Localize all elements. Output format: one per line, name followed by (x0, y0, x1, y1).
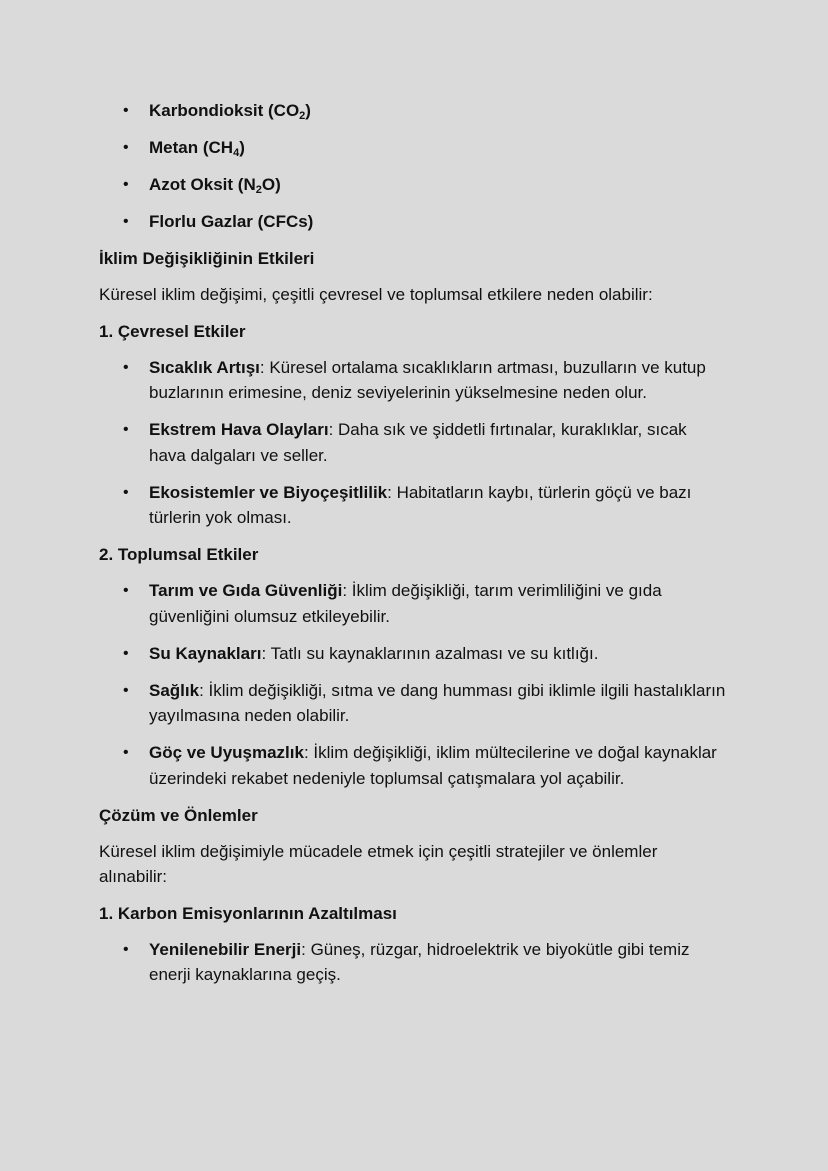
list-item: • Sıcaklık Artışı: Küresel ortalama sıcaklıkların artması, buzulların ve kutup buzlarının erimesine, deniz seviyelerinin yükselmesine neden olur. (149, 355, 728, 406)
social-effects-list (99, 578, 728, 791)
list-item: • Karbondioksit $(CO_2)$ (149, 98, 728, 124)
effects-intro: Küresel iklim değişimi, çeşitli çevresel ve toplumsal etkilere neden olabilir: (99, 285, 653, 304)
list-item: • Tarım ve Gıda Güvenliği: İklim değişikliği, tarım verimliliğini ve gıda güvenliğini olumsuz etkileyebilir. (149, 578, 728, 629)
list-item: • Ekstrem Hava Olayları: Daha sık ve şiddetli fırtınalar, kuraklıklar, sıcak hava dalgaları ve seller. (149, 417, 728, 468)
list-item: • Ekosistemler ve Biyoçeşitlilik: Habitatların kaybı, türlerin göçü ve bazı türlerin yok olması. (149, 480, 728, 531)
list-item: • Göç ve Uyuşmazlık: İklim değişikliği, iklim mültecilerine ve doğal kaynaklar üzerindeki rekabet nedeniyle toplumsal çatışmalara yol açabilir. (149, 740, 728, 791)
list-item: • Yenilenebilir Enerji: Güneş, rüzgar, hidroelektrik ve biyokütle gibi temiz enerji kaynaklarına geçiş. (149, 937, 728, 988)
environmental-heading: 1. Çevresel Etkiler (99, 321, 246, 341)
list-item: • Florlu Gazlar (CFCs) (149, 209, 728, 235)
carbon-reduction-list (99, 937, 728, 988)
list-item: • Sağlık: İklim değişikliği, sıtma ve dang humması gibi iklimle ilgili hastalıkların yayılmasına neden olabilir. (149, 678, 728, 729)
environmental-effects-list (99, 355, 728, 531)
social-heading: 2. Toplumsal Etkiler (99, 545, 259, 564)
greenhouse-gas-list (99, 98, 728, 235)
solutions-heading: Çözüm ve Önlemler (99, 805, 258, 825)
list-item: • Metan $(CH_4)$ (149, 135, 728, 161)
effects-heading: İklim Değişikliğinin Etkileri (99, 249, 315, 268)
list-item: • Azot Oksit $(N_2O)$ (149, 172, 728, 198)
carbon-heading: 1. Karbon Emisyonlarının Azaltılması (99, 903, 397, 923)
list-item: • Su Kaynakları: Tatlı su kaynaklarının azalması ve su kıtlığı. (149, 641, 728, 667)
solutions-intro: Küresel iklim değişimiyle mücadele etmek için çeşitli stratejiler ve önlemler alınabilir: (99, 841, 658, 886)
